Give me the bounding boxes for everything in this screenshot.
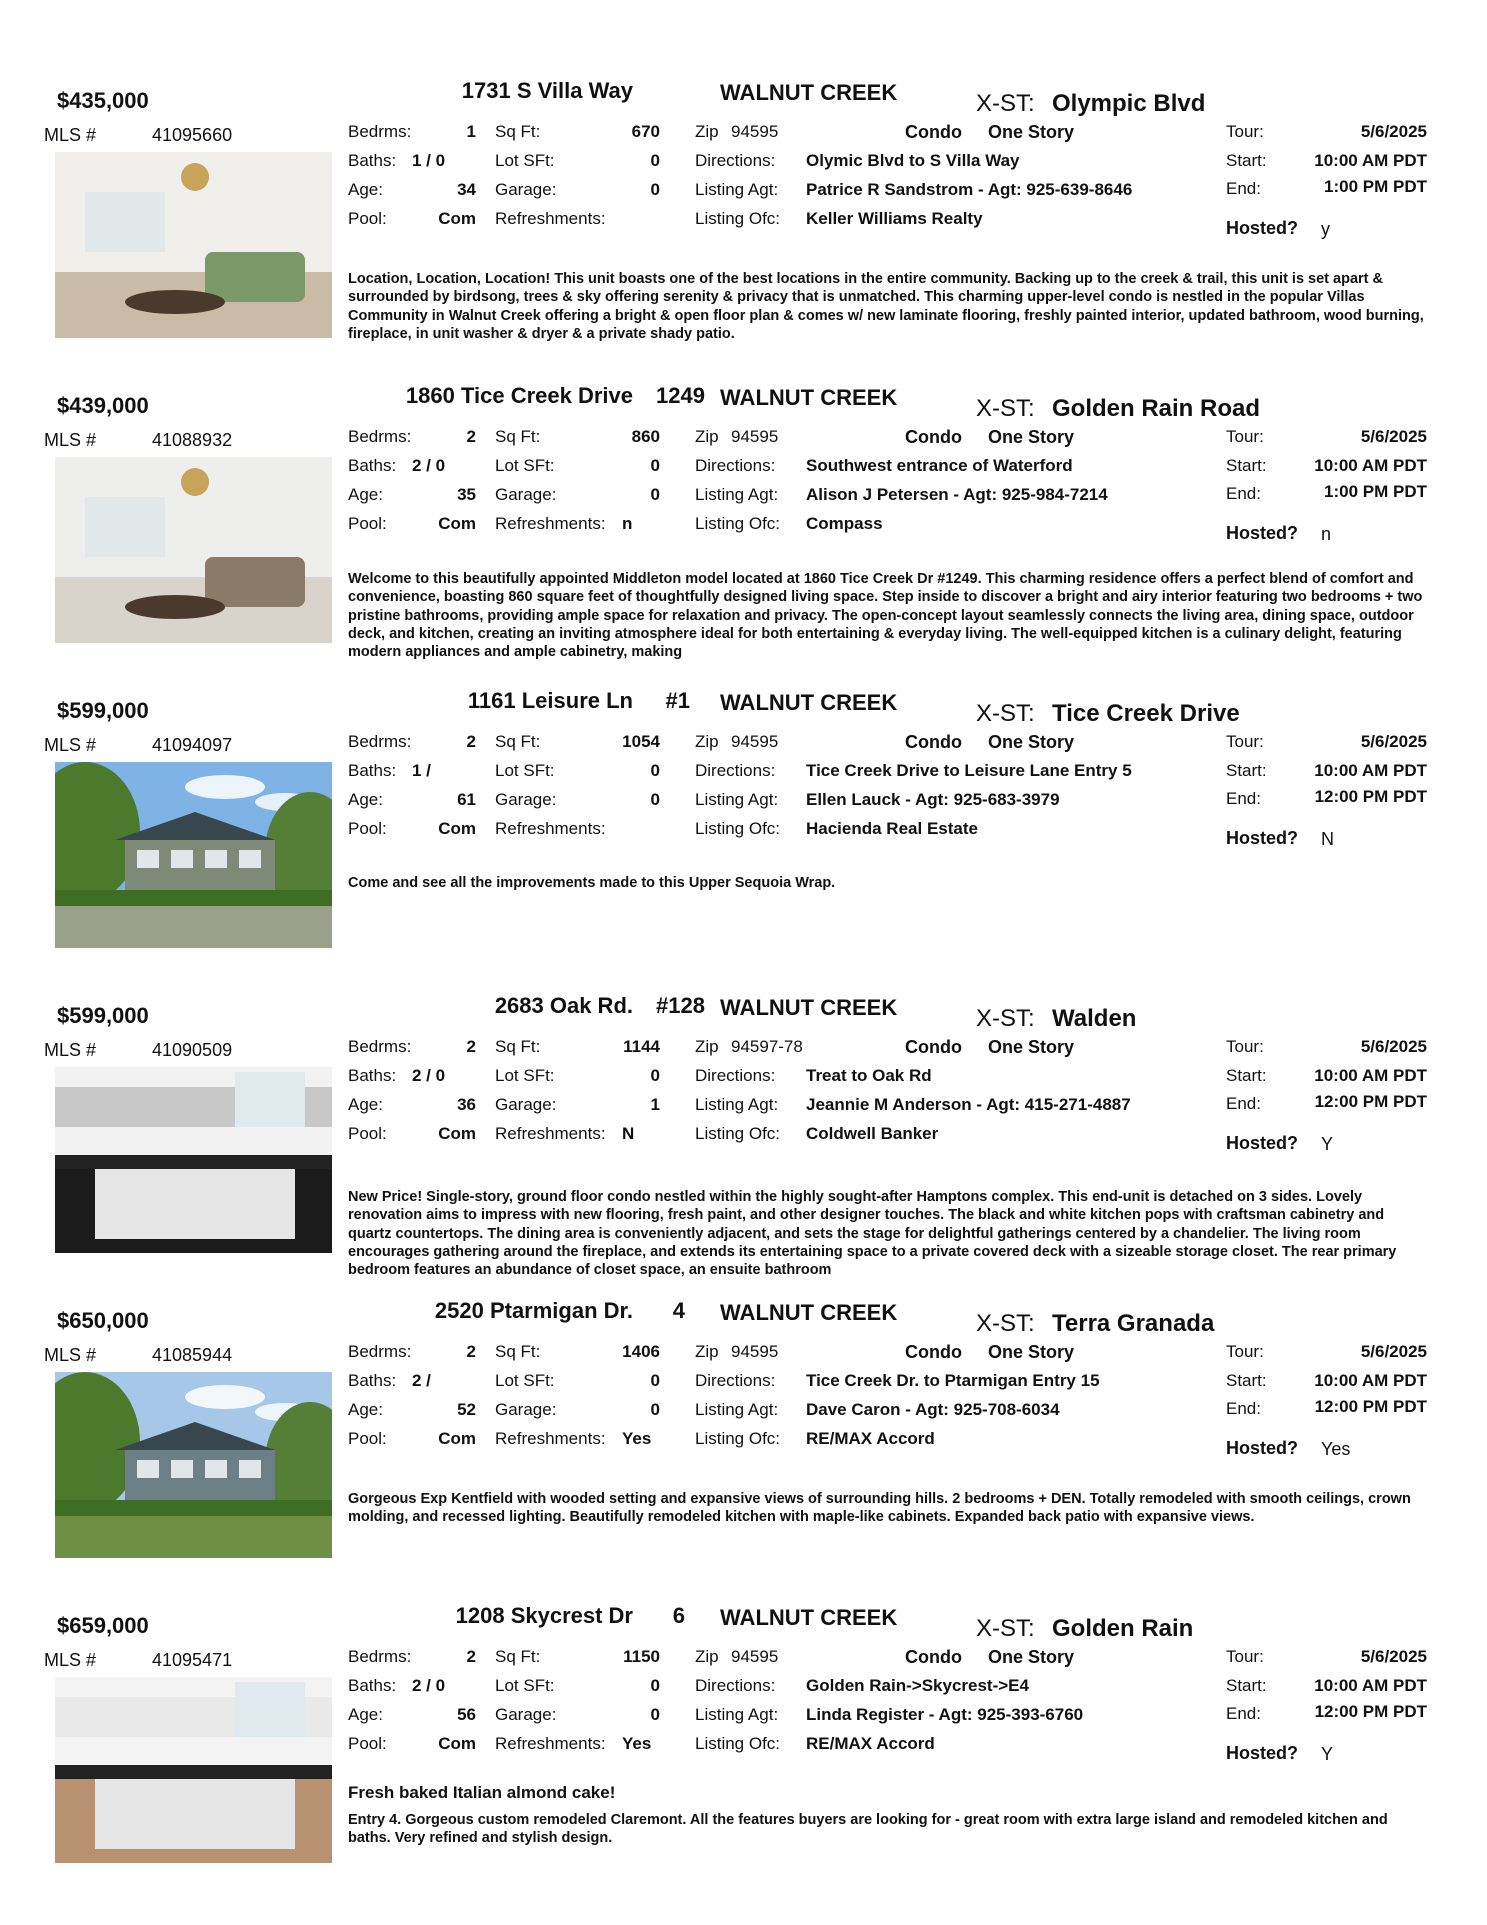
listing-description: Entry 4. Gorgeous custom remodeled Claremont. All the features buyers are looking for - great room with extra large island and remodeled kitchen and baths. Very refined and stylish design. — [348, 1812, 1388, 1847]
listing-agent-label: Listing Agt: — [695, 1095, 779, 1114]
refreshments-label: Refreshments: — [495, 819, 606, 838]
listing-photo — [55, 457, 332, 643]
property-style: One Story — [988, 122, 1075, 142]
lot-sqft-value: 0 — [650, 761, 660, 780]
garage-label: Garage: — [495, 180, 557, 199]
hosted-value: Y — [1321, 1744, 1334, 1764]
hosted-label: Hosted? — [1226, 523, 1298, 543]
tour-label: Tour: — [1226, 122, 1264, 141]
pool-label: Pool: — [348, 514, 387, 533]
garage-value: 0 — [650, 1400, 660, 1419]
start-label: Start: — [1226, 1066, 1267, 1085]
listing-price: $599,000 — [57, 698, 149, 723]
directions-label: Directions: — [695, 1066, 776, 1085]
cross-street-label: X-ST: — [976, 1310, 1035, 1337]
window — [85, 497, 165, 557]
sqft-value: 1054 — [622, 732, 660, 751]
lot-sqft-label: Lot SFt: — [495, 1371, 555, 1390]
zip-label: Zip — [695, 1037, 719, 1056]
zip-label: Zip — [695, 1647, 719, 1666]
garage-value: 0 — [650, 485, 660, 504]
window — [137, 850, 159, 868]
garage-label: Garage: — [495, 790, 557, 809]
lot-sqft-label: Lot SFt: — [495, 1676, 555, 1695]
bedrooms-value: 2 — [466, 732, 476, 751]
pool-label: Pool: — [348, 209, 387, 228]
garage-label: Garage: — [495, 1400, 557, 1419]
zip-label: Zip — [695, 1342, 719, 1361]
listing-photo — [55, 1372, 332, 1558]
hosted-label: Hosted? — [1226, 1133, 1298, 1153]
lot-sqft-value: 0 — [650, 1066, 660, 1085]
age-label: Age: — [348, 1705, 383, 1724]
age-value: 61 — [457, 790, 476, 809]
property-type: Condo — [905, 1647, 962, 1667]
directions-label: Directions: — [695, 1676, 776, 1695]
end-time: 12:00 PM PDT — [1314, 787, 1427, 806]
mls-number: 41090509 — [152, 1040, 233, 1060]
sqft-label: Sq Ft: — [495, 122, 541, 141]
listing-unit: #1 — [665, 688, 690, 713]
tour-label: Tour: — [1226, 1647, 1264, 1666]
window — [235, 1682, 305, 1737]
window — [85, 192, 165, 252]
listing-address: 2520 Ptarmigan Dr. — [434, 1298, 633, 1323]
property-style: One Story — [988, 1647, 1075, 1667]
end-label: End: — [1226, 789, 1261, 808]
tour-date: 5/6/2025 — [1360, 732, 1427, 751]
chandelier — [181, 468, 209, 496]
start-time: 10:00 AM PDT — [1314, 1371, 1427, 1390]
hosted-label: Hosted? — [1226, 218, 1298, 238]
lot-sqft-label: Lot SFt: — [495, 456, 555, 475]
listing-address: 1208 Skycrest Dr — [455, 1603, 633, 1628]
start-label: Start: — [1226, 1371, 1267, 1390]
hosted-value: n — [1321, 524, 1332, 544]
hosted-value: Yes — [1321, 1439, 1351, 1459]
age-label: Age: — [348, 1400, 383, 1419]
age-value: 35 — [457, 485, 476, 504]
listing-office-label: Listing Ofc: — [695, 209, 781, 228]
age-label: Age: — [348, 485, 383, 504]
bedrooms-label: Bedrms: — [348, 427, 412, 446]
zip-value: 94595 — [731, 427, 779, 446]
listing-agent-value: Alison J Petersen - Agt: 925-984-7214 — [806, 485, 1108, 504]
garage-value: 1 — [650, 1095, 660, 1114]
directions-label: Directions: — [695, 456, 776, 475]
end-time: 1:00 PM PDT — [1324, 177, 1427, 196]
listing-city: WALNUT CREEK — [720, 690, 898, 715]
listing-price: $650,000 — [57, 1308, 149, 1333]
end-time: 12:00 PM PDT — [1314, 1397, 1427, 1416]
tour-label: Tour: — [1226, 732, 1264, 751]
pool-value: Com — [438, 209, 476, 228]
listing-address: 2683 Oak Rd. — [494, 993, 633, 1018]
baths-label: Baths: — [348, 151, 397, 170]
cross-street-value: Terra Granada — [1052, 1310, 1215, 1337]
directions-label: Directions: — [695, 761, 776, 780]
listing-agent-value: Ellen Lauck - Agt: 925-683-3979 — [806, 790, 1060, 809]
end-label: End: — [1226, 1094, 1261, 1113]
zip-value: 94595 — [731, 1647, 779, 1666]
listing-description: Gorgeous Exp Kentfield with wooded setting and expansive views of surrounding hills. 2 bedrooms + DEN. Totally remodeled with smooth ceilings, crown molding, and recessed lighting. Beautifully remodeled kitchen with maple-like cabinets. Expanded back patio with expansive views. — [348, 1491, 1411, 1526]
listing-agent-label: Listing Agt: — [695, 1400, 779, 1419]
sqft-value: 1406 — [622, 1342, 660, 1361]
listing-city: WALNUT CREEK — [720, 80, 898, 105]
listing-block — [0, 70, 1487, 375]
lower-cabinets — [95, 1169, 295, 1239]
garage-label: Garage: — [495, 485, 557, 504]
listing-address: 1860 Tice Creek Drive — [405, 383, 633, 408]
refreshments-label: Refreshments: — [495, 514, 606, 533]
directions-value: Olymic Blvd to S Villa Way — [806, 151, 1020, 170]
directions-value: Tice Creek Dr. to Ptarmigan Entry 15 — [806, 1371, 1100, 1390]
bedrooms-label: Bedrms: — [348, 1037, 412, 1056]
directions-value: Golden Rain->Skycrest->E4 — [806, 1676, 1029, 1695]
listing-block — [0, 985, 1487, 1290]
window — [171, 850, 193, 868]
baths-label: Baths: — [348, 1371, 397, 1390]
zip-value: 94595 — [731, 732, 779, 751]
lot-sqft-value: 0 — [650, 1371, 660, 1390]
mls-number: 41085944 — [152, 1345, 233, 1365]
cross-street-label: X-ST: — [976, 90, 1035, 117]
end-time: 1:00 PM PDT — [1324, 482, 1427, 501]
pool-value: Com — [438, 514, 476, 533]
sqft-value: 1144 — [623, 1037, 660, 1056]
mls-number: 41095660 — [152, 125, 233, 145]
refreshments-value: n — [622, 514, 633, 533]
pool-value: Com — [438, 819, 476, 838]
listing-office-value: RE/MAX Accord — [806, 1734, 935, 1753]
window — [137, 1460, 159, 1478]
property-type: Condo — [905, 732, 962, 752]
listing-city: WALNUT CREEK — [720, 1300, 898, 1325]
tour-label: Tour: — [1226, 1342, 1264, 1361]
bedrooms-value: 2 — [466, 1037, 476, 1056]
listing-city: WALNUT CREEK — [720, 1605, 898, 1630]
baths-value: 2 / — [412, 1371, 431, 1390]
hedge — [55, 890, 332, 906]
start-label: Start: — [1226, 1676, 1267, 1695]
listing-city: WALNUT CREEK — [720, 995, 898, 1020]
mls-label: MLS # — [44, 1650, 97, 1670]
zip-value: 94597-78 — [731, 1037, 803, 1056]
listing-office-label: Listing Ofc: — [695, 1734, 781, 1753]
cross-street-value: Walden — [1052, 1005, 1137, 1032]
property-style: One Story — [988, 732, 1075, 752]
cross-street-value: Golden Rain Road — [1052, 395, 1261, 422]
baths-value: 2 / 0 — [412, 456, 446, 475]
bedrooms-value: 2 — [466, 1342, 476, 1361]
start-time: 10:00 AM PDT — [1314, 1066, 1427, 1085]
tour-date: 5/6/2025 — [1360, 1342, 1427, 1361]
refreshments-label: Refreshments: — [495, 1429, 606, 1448]
baths-value: 2 / 0 — [412, 1676, 446, 1695]
listing-office-value: Keller Williams Realty — [806, 209, 983, 228]
bedrooms-value: 1 — [466, 122, 476, 141]
garage-value: 0 — [650, 1705, 660, 1724]
sofa — [205, 252, 305, 302]
baths-value: 1 / — [412, 761, 431, 780]
bedrooms-label: Bedrms: — [348, 1647, 412, 1666]
pool-value: Com — [438, 1734, 476, 1753]
table — [125, 290, 225, 314]
property-style: One Story — [988, 427, 1075, 447]
chandelier — [181, 163, 209, 191]
tour-date: 5/6/2025 — [1360, 1647, 1427, 1666]
pool-value: Com — [438, 1429, 476, 1448]
hosted-label: Hosted? — [1226, 1438, 1298, 1458]
property-type: Condo — [905, 1342, 962, 1362]
lot-sqft-label: Lot SFt: — [495, 761, 555, 780]
listing-description: Welcome to this beautifully appointed Middleton model located at 1860 Tice Creek Dr #1249. This charming residence offers a perfect blend of comfort and convenience, boasting 860 square feet of thoughtfully designed living space. Step inside to discover a bright and airy interior featuring two bedrooms + two pristine bathrooms, providing ample space for relaxation and privacy. The open-concept layout seamlessly connects the living area, dining space, outdoor deck, and kitchen, creating an inviting atmosphere ideal for both entertaining & everyday living. The well-equipped kitchen is a culinary delight, featuring modern appliances and ample cabinetry, making — [348, 571, 1423, 661]
pool-label: Pool: — [348, 1429, 387, 1448]
tour-label: Tour: — [1226, 427, 1264, 446]
directions-value: Treat to Oak Rd — [806, 1066, 932, 1085]
hosted-label: Hosted? — [1226, 828, 1298, 848]
hosted-value: Y — [1321, 1134, 1334, 1154]
baths-label: Baths: — [348, 761, 397, 780]
pool-label: Pool: — [348, 1734, 387, 1753]
property-type: Condo — [905, 427, 962, 447]
start-label: Start: — [1226, 151, 1267, 170]
end-time: 12:00 PM PDT — [1314, 1702, 1427, 1721]
refreshments-label: Refreshments: — [495, 1734, 606, 1753]
start-label: Start: — [1226, 761, 1267, 780]
tour-date: 5/6/2025 — [1360, 427, 1427, 446]
listing-agent-label: Listing Agt: — [695, 180, 779, 199]
refreshments-label: Refreshments: — [495, 209, 606, 228]
cloud — [185, 1385, 265, 1409]
mls-label: MLS # — [44, 735, 97, 755]
mls-number: 41094097 — [152, 735, 233, 755]
listing-photo — [55, 762, 332, 948]
listing-description: New Price! Single-story, ground floor condo nestled within the highly sought-after Hamptons complex. This end-unit is detached on 3 sides. Lovely renovation aims to impress with new flooring, fresh paint, and other designer touches. The black and white kitchen pops with craftsman cabinetry and quartz countertops. The dining area is conveniently adjacent, and sets the stage for delightful gatherings centered by a chandelier. The living room encourages gathering around the fireplace, and extends its entertaining space to a private covered deck with a sizeable storage closet. The rear primary bedroom features an abundance of closet space, an ensuite bathroom — [348, 1189, 1397, 1279]
garage-label: Garage: — [495, 1705, 557, 1724]
bedrooms-label: Bedrms: — [348, 1342, 412, 1361]
listing-block — [0, 1290, 1487, 1595]
pool-label: Pool: — [348, 1124, 387, 1143]
hosted-label: Hosted? — [1226, 1743, 1298, 1763]
garage-label: Garage: — [495, 1095, 557, 1114]
age-label: Age: — [348, 1095, 383, 1114]
listing-office-value: Hacienda Real Estate — [806, 819, 978, 838]
listing-agent-label: Listing Agt: — [695, 790, 779, 809]
bedrooms-label: Bedrms: — [348, 122, 412, 141]
mls-label: MLS # — [44, 1345, 97, 1365]
listing-agent-label: Listing Agt: — [695, 485, 779, 504]
window — [205, 1460, 227, 1478]
listing-office-label: Listing Ofc: — [695, 819, 781, 838]
listing-note: Fresh baked Italian almond cake! — [348, 1783, 616, 1802]
countertop — [55, 1765, 332, 1779]
listing-address: 1161 Leisure Ln — [467, 688, 633, 713]
listing-office-label: Listing Ofc: — [695, 514, 781, 533]
age-value: 52 — [457, 1400, 476, 1419]
baths-value: 1 / 0 — [412, 151, 446, 170]
sqft-label: Sq Ft: — [495, 1647, 541, 1666]
end-label: End: — [1226, 1704, 1261, 1723]
ground — [55, 902, 332, 948]
end-label: End: — [1226, 484, 1261, 503]
refreshments-label: Refreshments: — [495, 1124, 606, 1143]
sqft-label: Sq Ft: — [495, 427, 541, 446]
refreshments-value: Yes — [622, 1429, 652, 1448]
cross-street-label: X-ST: — [976, 1615, 1035, 1642]
sqft-value: 670 — [631, 122, 660, 141]
window — [239, 1460, 261, 1478]
bedrooms-value: 2 — [466, 427, 476, 446]
refreshments-value: N — [622, 1124, 635, 1143]
refreshments-value: Yes — [622, 1734, 652, 1753]
listing-unit: 6 — [672, 1603, 685, 1628]
mls-label: MLS # — [44, 125, 97, 145]
cross-street-label: X-ST: — [976, 700, 1035, 727]
cross-street-value: Olympic Blvd — [1052, 90, 1206, 117]
baths-label: Baths: — [348, 456, 397, 475]
end-time: 12:00 PM PDT — [1314, 1092, 1427, 1111]
listing-unit: 4 — [672, 1298, 685, 1323]
hosted-value: N — [1321, 829, 1334, 849]
garage-value: 0 — [650, 790, 660, 809]
end-label: End: — [1226, 1399, 1261, 1418]
listing-city: WALNUT CREEK — [720, 385, 898, 410]
sqft-label: Sq Ft: — [495, 732, 541, 751]
cross-street-value: Golden Rain — [1052, 1615, 1194, 1642]
baths-value: 2 / 0 — [412, 1066, 446, 1085]
lot-sqft-label: Lot SFt: — [495, 151, 555, 170]
listing-price: $435,000 — [57, 88, 149, 113]
listing-agent-value: Dave Caron - Agt: 925-708-6034 — [806, 1400, 1060, 1419]
lower-cabinets — [95, 1779, 295, 1849]
mls-label: MLS # — [44, 430, 97, 450]
zip-label: Zip — [695, 427, 719, 446]
listing-unit: #128 — [656, 993, 705, 1018]
property-type: Condo — [905, 122, 962, 142]
directions-label: Directions: — [695, 151, 776, 170]
listing-photo — [55, 1067, 332, 1253]
baths-label: Baths: — [348, 1066, 397, 1085]
window — [239, 850, 261, 868]
tour-date: 5/6/2025 — [1360, 1037, 1427, 1056]
listing-price: $439,000 — [57, 393, 149, 418]
hosted-value: y — [1321, 219, 1330, 239]
end-label: End: — [1226, 179, 1261, 198]
sqft-value: 860 — [631, 427, 660, 446]
property-style: One Story — [988, 1037, 1075, 1057]
hedge — [55, 1500, 332, 1516]
zip-label: Zip — [695, 732, 719, 751]
listing-office-label: Listing Ofc: — [695, 1124, 781, 1143]
sqft-value: 1150 — [623, 1647, 660, 1666]
cloud — [185, 775, 265, 799]
lot-sqft-value: 0 — [650, 456, 660, 475]
bedrooms-label: Bedrms: — [348, 732, 412, 751]
cross-street-label: X-ST: — [976, 1005, 1035, 1032]
pool-label: Pool: — [348, 819, 387, 838]
age-value: 56 — [457, 1705, 476, 1724]
ground — [55, 1512, 332, 1558]
listing-price: $599,000 — [57, 1003, 149, 1028]
mls-number: 41095471 — [152, 1650, 233, 1670]
window — [205, 850, 227, 868]
zip-label: Zip — [695, 122, 719, 141]
table — [125, 595, 225, 619]
start-label: Start: — [1226, 456, 1267, 475]
start-time: 10:00 AM PDT — [1314, 151, 1427, 170]
listing-block — [0, 375, 1487, 680]
property-type: Condo — [905, 1037, 962, 1057]
age-label: Age: — [348, 180, 383, 199]
sqft-label: Sq Ft: — [495, 1037, 541, 1056]
listing-agent-value: Linda Register - Agt: 925-393-6760 — [806, 1705, 1084, 1724]
listing-unit: 1249 — [656, 383, 705, 408]
start-time: 10:00 AM PDT — [1314, 761, 1427, 780]
lot-sqft-label: Lot SFt: — [495, 1066, 555, 1085]
lot-sqft-value: 0 — [650, 151, 660, 170]
countertop — [55, 1155, 332, 1169]
mls-label: MLS # — [44, 1040, 97, 1060]
window — [171, 1460, 193, 1478]
pool-value: Com — [438, 1124, 476, 1143]
mls-number: 41088932 — [152, 430, 233, 450]
listing-block — [0, 680, 1487, 985]
cross-street-value: Tice Creek Drive — [1052, 700, 1240, 727]
listing-description: Location, Location, Location! This unit boasts one of the best locations in the entire community. Backing up to the creek & trail, this unit is set apart & surrounded by birdsong, trees & sky offering serenity & privacy that is unmatched. This charming upper-level condo is nestled in the popular Villas Community in Walnut Creek offering a bright & open floor plan & comes w/ new laminate flooring, freshly painted interior, updated bathroom, wood burning, fireplace, in unit washer & dryer & a private shady patio. — [348, 271, 1424, 342]
baths-label: Baths: — [348, 1676, 397, 1695]
age-value: 36 — [457, 1095, 476, 1114]
lot-sqft-value: 0 — [650, 1676, 660, 1695]
listing-agent-label: Listing Agt: — [695, 1705, 779, 1724]
zip-value: 94595 — [731, 122, 779, 141]
listing-price: $659,000 — [57, 1613, 149, 1638]
directions-label: Directions: — [695, 1371, 776, 1390]
window — [235, 1072, 305, 1127]
age-label: Age: — [348, 790, 383, 809]
listing-block — [0, 1595, 1487, 1900]
start-time: 10:00 AM PDT — [1314, 1676, 1427, 1695]
cross-street-label: X-ST: — [976, 395, 1035, 422]
listing-photo — [55, 1677, 332, 1863]
listing-address: 1731 S Villa Way — [461, 78, 633, 103]
bedrooms-value: 2 — [466, 1647, 476, 1666]
sqft-label: Sq Ft: — [495, 1342, 541, 1361]
listing-agent-value: Patrice R Sandstrom - Agt: 925-639-8646 — [806, 180, 1133, 199]
tour-date: 5/6/2025 — [1360, 122, 1427, 141]
listing-photo — [55, 152, 332, 338]
garage-value: 0 — [650, 180, 660, 199]
zip-value: 94595 — [731, 1342, 779, 1361]
listing-office-value: Coldwell Banker — [806, 1124, 939, 1143]
listing-office-value: RE/MAX Accord — [806, 1429, 935, 1448]
directions-value: Tice Creek Drive to Leisure Lane Entry 5 — [806, 761, 1132, 780]
listing-agent-value: Jeannie M Anderson - Agt: 415-271-4887 — [806, 1095, 1131, 1114]
listing-office-label: Listing Ofc: — [695, 1429, 781, 1448]
directions-value: Southwest entrance of Waterford — [806, 456, 1073, 475]
listing-description: Come and see all the improvements made to this Upper Sequoia Wrap. — [348, 875, 836, 891]
listing-office-value: Compass — [806, 514, 883, 533]
property-style: One Story — [988, 1342, 1075, 1362]
start-time: 10:00 AM PDT — [1314, 456, 1427, 475]
sofa — [205, 557, 305, 607]
tour-label: Tour: — [1226, 1037, 1264, 1056]
age-value: 34 — [457, 180, 476, 199]
